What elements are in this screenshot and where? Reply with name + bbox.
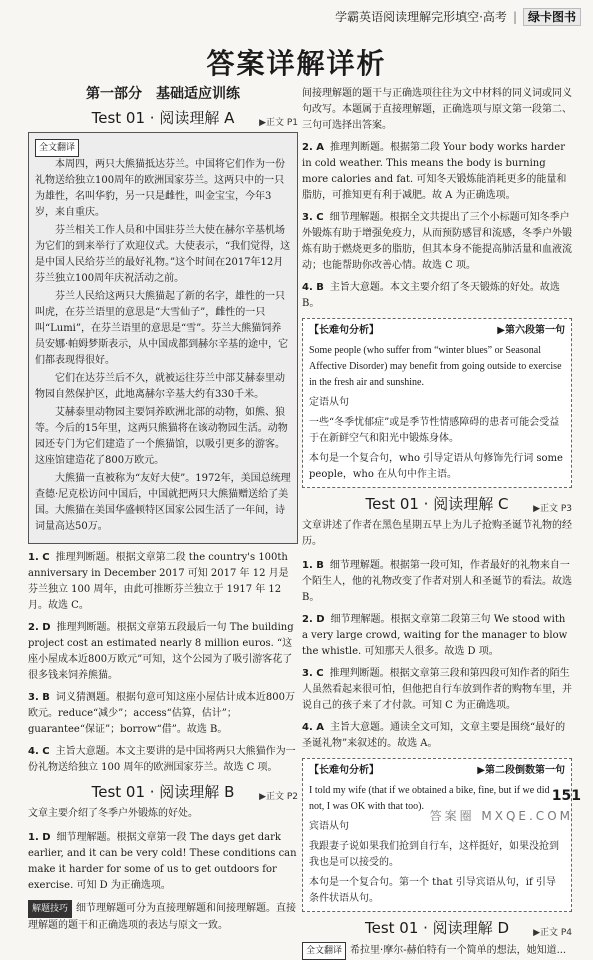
left-column <box>28 86 298 940</box>
test-heading-c <box>302 496 572 512</box>
answer-number: 1. C <box>28 552 50 563</box>
answer-item <box>302 280 572 312</box>
analysis-location: ▶第二段倒数第一句 <box>477 765 565 776</box>
translation-paragraph: 芬兰相关工作人员和中国驻芬兰大使在赫尔辛基机场为它们的到来举行了欢迎仪式。大使表示，“我们觉得，这是中国人民给芬兰的最好礼物。”这个时间在2017年12月芬兰独立100周年庆祝活动之前。 <box>35 225 291 284</box>
analysis-clause-note: 宾语从句 <box>309 821 349 832</box>
answer-item <box>28 744 298 776</box>
test-d-page-ref: ▶正文 P4 <box>533 928 572 938</box>
answer-item <box>28 830 298 894</box>
answer-item <box>28 550 298 614</box>
answer-text: 推理判断题。根据第二段 Your body works harder in cold weather. This means the body is burning more calories and fat. 可知冬天锻炼能消耗更多的能量和脂肪，可推知更有利于减肥。故 A 为正确选项。 <box>302 142 567 201</box>
tip-tag: 解题技巧 <box>28 900 72 918</box>
watermark: 答案圈 MXQE.COM <box>429 809 573 823</box>
answer-item <box>302 140 572 204</box>
test-c-page-ref: ▶正文 P3 <box>533 504 572 514</box>
translation-paragraph: 大熊猫一直被称为“友好大使”。1972年，美国总统理查德·尼克松访问中国后，中国就把两只大熊猫赠送给了美国。大熊猫在美国华盛顿特区国家公园生活了一年间，诗词量高达50万。 <box>35 473 291 532</box>
answer-number: 3. B <box>28 692 50 703</box>
translation-d <box>302 942 572 960</box>
analysis-sentence: I told my wife (that if we obtained a bike, fine, but if we did not, I was OK with that too). <box>309 785 550 812</box>
translation-paragraph: 芬兰人民给这两只大熊猫起了新的名字，雄性的一只叫虎，在芬兰语里的意思是“大雪仙子”，雌性的一只叫“Lumi”，在芬兰语里的意思是“雪”。芬兰大熊猫饲养员安娜·帕姆梦斯表示，从中国成都到赫尔辛基的途中，它们都表现得很好。 <box>35 291 289 366</box>
translation-tag: 全文翻译 <box>302 942 346 960</box>
translation-paragraph: 它们在达芬兰后不久，就被运往芬兰中部艾赫泰里动物园自然保护区，此地离赫尔辛基大约有330千米。 <box>35 373 285 400</box>
test-heading-c-text: Test 01 · 阅读理解 C <box>365 495 509 513</box>
header-sep: | <box>512 10 517 24</box>
analysis-explanation: 本句是一个复合句，who 引导定语从句修饰先行词 some people，who 在从句中作主语。 <box>309 453 563 480</box>
analysis-header <box>309 323 565 339</box>
part-heading: 第一部分 基础适应训练 <box>86 86 240 102</box>
answer-number: 2. D <box>28 622 51 633</box>
right-column <box>302 86 572 960</box>
answer-text: 推理判断题。根据文章第二段 the country's 100th anniversary in December 2017 可知 2017 年 12 月是芬兰独立 100 周年，由此可推断芬兰独立于 1917 年 12 月。故选 C。 <box>28 552 289 611</box>
analysis-translation: 我跟妻子说如果我们抢到自行车，这样挺好，如果没抢到我也是可以接受的。 <box>309 841 559 868</box>
answer-number: 4. A <box>302 722 324 733</box>
answer-text: 推理判断题。根据文章第三段和第四段可知作者的陌生人虽然看起来很可怕，但他把自行车放到作者的购物车里，并说自己的孩子来了才付款。可知 C 为正确选项。 <box>302 668 572 711</box>
answer-number: 3. C <box>302 212 324 223</box>
test-heading-b-text: Test 01 · 阅读理解 B <box>91 783 235 801</box>
answer-number: 4. C <box>28 746 50 757</box>
analysis-title: 【长难句分析】 <box>309 325 379 336</box>
translation-d-text: 希拉里·摩尔-赫伯特有一个简单的想法，她知道... <box>350 945 567 956</box>
answer-text: 主旨大意题。本文主要介绍了冬天锻炼的好处。故选 B。 <box>302 282 560 309</box>
answer-tail: 故选 C 项。 <box>223 762 278 773</box>
answer-text: 推理判断题。根据文章第五段最后一句 The building project cost an estimated nearly 8 million euros. “这座小屋成本近800万欧元”可知，这个公园为了吸引游客花了很多钱来饲养熊猫。 <box>28 622 294 681</box>
analysis-title: 【长难句分析】 <box>309 765 379 776</box>
translation-tag: 全文翻译 <box>35 139 79 157</box>
answer-text: 细节理解题。根据全文共提出了三个小标题可知冬季户外锻炼有助于增强免疫力，从而预防感冒和流感，冬季户外锻炼有助于燃烧更多的脂肪，但其本身不能提高肺活量和血液流动；也能帮助你改善心情。故选 C 项。 <box>302 212 572 271</box>
answer-number: 4. B <box>302 282 324 293</box>
answer-item <box>302 720 572 752</box>
test-heading-b <box>28 784 298 800</box>
brand <box>335 8 581 25</box>
tip-continuation: 间接理解题的题干与正确选项往往为文中材料的同义词或同义句改写。本题属于直接理解题，正确选项与原文第一段第二、三句可选择出答案。 <box>302 88 572 131</box>
test-heading-a-text: Test 01 · 阅读理解 A <box>91 109 235 127</box>
sentence-analysis <box>302 318 572 488</box>
answer-text: 词义猜测题。根据句意可知这座小屋估计成本近800万欧元。reduce“减少”；access“估算，估计”；guarantee“保证”；borrow“借”。故选 B。 <box>28 692 295 735</box>
test-heading-a <box>28 110 298 126</box>
answer-text: 主旨大意题。本文主要讲的是中国将两只大熊猫作为一份礼物送给独立 100 周年的欧洲国家芬兰。 <box>28 746 296 773</box>
page-title: 答案详解详析 <box>206 47 387 80</box>
answer-item <box>302 558 572 606</box>
answer-text: 主旨大意题。通读全文可知，文章主要是围绕“最好的圣诞礼物”来叙述的。故选 A。 <box>302 722 566 749</box>
translation-paragraph: 艾赫泰里动物园主要饲养欧洲北部的动物，如熊、狼等。今后的15年里，这两只熊猫将在该动物园生活。动物园还专门为它们建造了一个熊猫馆，以吸引更多的游客。这座馆建造花了800万欧元。 <box>35 407 288 466</box>
answer-item <box>28 690 298 738</box>
logo: 绿卡图书 <box>523 8 581 26</box>
analysis-header <box>309 763 565 779</box>
tip-block <box>28 900 298 934</box>
test-a-page-ref: ▶正文 P1 <box>259 118 298 128</box>
answer-item <box>302 210 572 274</box>
analysis-sentence: Some people (who suffer from “winter blues” or Seasonal Affective Disorder) may benefit from going outside to exercise in the fresh air and sunshine. <box>309 345 562 388</box>
answer-item <box>302 612 572 660</box>
translation-paragraph: 本周四，两只大熊猫抵达芬兰。中国将它们作为一份礼物送给独立100周年的欧洲国家芬兰。这两只中的一只为雄性，名叫华豹，另一只是雌性，叫金宝宝，今年3岁，来自重庆。 <box>35 159 285 218</box>
test-heading-d-text: Test 01 · 阅读理解 D <box>364 919 510 937</box>
translation-box <box>28 132 298 544</box>
answer-number: 1. B <box>302 560 324 571</box>
test-b-page-ref: ▶正文 P2 <box>259 792 298 802</box>
answer-text: 细节理解题。根据文章第一段 The days get dark earlier, and it can be very cold! These conditions can make it harder for some of us to get outdoors for exercise. 可知 D 为正确选项。 <box>28 832 297 891</box>
header-bar <box>0 0 593 34</box>
tip-text: 细节理解题可分为直接理解题和间接理解题。直接理解题的题干和正确选项的表达与原文一致。 <box>28 903 297 931</box>
answer-number: 2. D <box>302 614 325 625</box>
test-heading-d <box>302 920 572 936</box>
analysis-clause-note: 定语从句 <box>309 397 349 408</box>
answer-number: 2. A <box>302 142 324 153</box>
analysis-translation: 一些“冬季忧郁症”或是季节性情感障碍的患者可能会受益于在新鲜空气和阳光中锻炼身体。 <box>309 417 560 444</box>
answer-number: 1. D <box>28 832 51 843</box>
analysis-explanation: 本句是一个复合句。第一个 that 引导宾语从句，if 引导条件状语从句。 <box>309 877 556 904</box>
passage-intro: 文章讲述了作者在黑色星期五早上为儿子抢购圣诞节礼物的经历。 <box>302 520 572 547</box>
series-name: 学霸英语阅读理解完形填空·高考 <box>335 10 507 24</box>
answer-item <box>302 666 572 714</box>
page-number: 151 <box>551 788 581 804</box>
answer-text: 细节理解题。根据第一段可知，作者最好的礼物来自一个陌生人，他的礼物改变了作者对别人和圣诞节的看法。故选 B。 <box>302 560 572 603</box>
sentence-analysis <box>302 758 572 912</box>
answer-item <box>28 620 298 684</box>
answer-number: 3. C <box>302 668 324 679</box>
passage-intro: 文章主要介绍了冬季户外锻炼的好处。 <box>28 808 198 819</box>
analysis-location: ▶第六段第一句 <box>497 325 565 336</box>
answer-text: 细节理解题。根据文章第二段第三句 We stood with a very large crowd, waiting for the manager to blow the whistle. 可知那天人很多。故选 D 项。 <box>302 614 568 657</box>
